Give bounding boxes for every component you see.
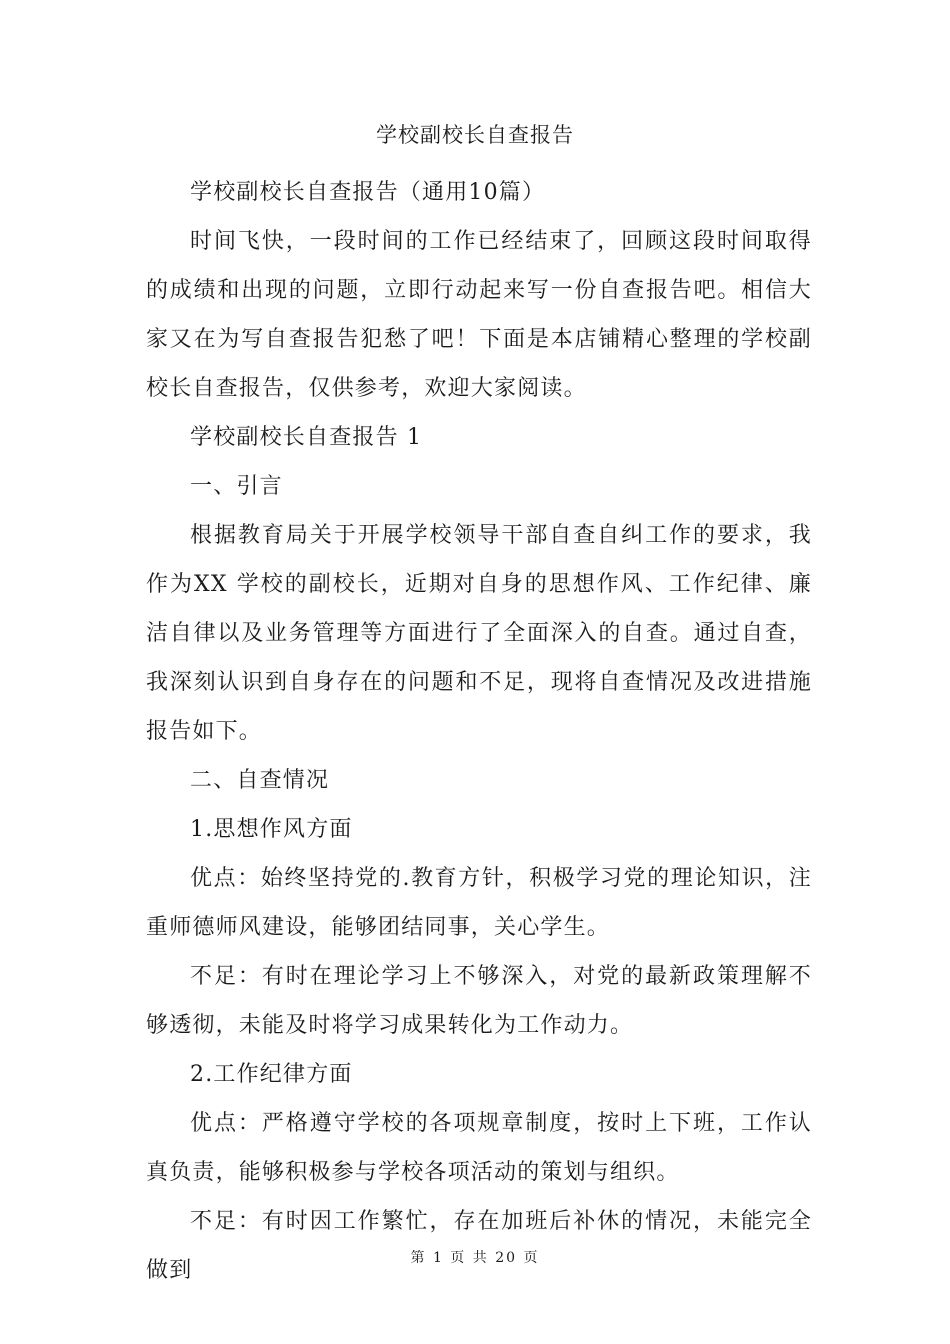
section-heading-self-check: 二、自查情况 bbox=[190, 768, 330, 793]
paragraph-introduction-body: 根据教育局关于开展学校领导干部自查自纠工作的要求，我作为XX 学校的副校长，近期对自身的思想作风、工作纪律、廉洁自律以及业务管理等方面进行了全面深入的自查。通过自查，我深刻认识到自身存在的问题和不足，现将自查情况及改进措施报告如下。 bbox=[146, 523, 812, 744]
paragraph-intro: 时间飞快，一段时间的工作已经结束了，回顾这段时间取得的成绩和出现的问题，立即行动起来写一份自查报告吧。相信大家又在为写自查报告犯愁了吧！下面是本店铺精心整理的学校副校长自查报告，仅供参考，欢迎大家阅读。 bbox=[146, 229, 812, 401]
paragraph-discipline-strengths: 优点：严格遵守学校的各项规章制度，按时上下班，工作认真负责，能够积极参与学校各项活动的策划与组织。 bbox=[146, 1111, 812, 1185]
paragraph-report-heading: 学校副校长自查报告 1 bbox=[190, 425, 423, 450]
subsection-heading-discipline: 2.工作纪律方面 bbox=[190, 1062, 353, 1087]
subsection-heading-ideology: 1.思想作风方面 bbox=[190, 817, 353, 842]
page-footer: 第 1 页 共 20 页 bbox=[410, 1250, 540, 1266]
paragraph-ideology-strengths: 优点：始终坚持党的.教育方针，积极学习党的理论知识，注重师德师风建设，能够团结同事，关心学生。 bbox=[146, 866, 812, 940]
section-heading-introduction: 一、引言 bbox=[190, 474, 283, 499]
paragraph-ideology-weaknesses: 不足：有时在理论学习上不够深入，对党的最新政策理解不够透彻，未能及时将学习成果转化为工作动力。 bbox=[146, 964, 812, 1038]
document-title: 学校副校长自查报告 bbox=[376, 123, 574, 147]
paragraph-discipline-weaknesses: 不足：有时因工作繁忙，存在加班后补休的情况，未能完全做到 bbox=[146, 1209, 812, 1283]
document-body bbox=[146, 168, 812, 1295]
paragraph-subtitle: 学校副校长自查报告（通用10篇） bbox=[190, 180, 546, 205]
